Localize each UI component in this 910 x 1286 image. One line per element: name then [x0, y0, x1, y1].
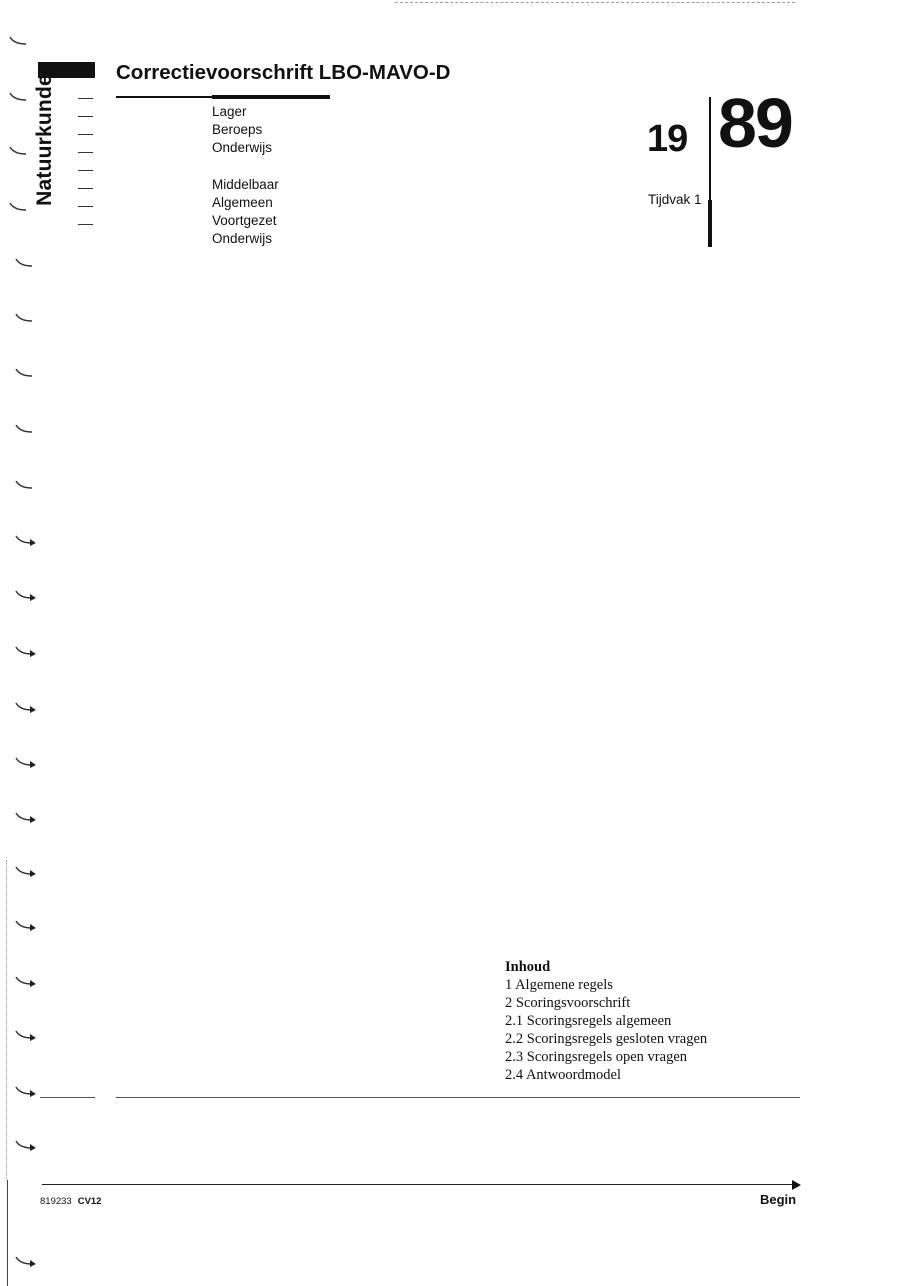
contents-item-label: Scoringsregels gesloten vragen	[526, 1031, 708, 1047]
contents-item	[505, 1030, 707, 1048]
page-title: Correctievoorschrift LBO-MAVO-D	[116, 61, 451, 84]
school-type-word: Middelbaar	[212, 176, 279, 192]
spine-line	[7, 1180, 8, 1286]
subject-tick	[78, 134, 93, 135]
school-type-word: Algemeen	[212, 194, 273, 210]
arrow-right-icon	[792, 1180, 801, 1190]
binding-mark-icon	[8, 202, 30, 212]
contents-item-number: 2	[505, 995, 513, 1011]
binding-mark-icon	[14, 1030, 36, 1040]
binding-mark-icon	[14, 757, 36, 767]
year-divider-accent	[708, 200, 712, 247]
year-century: 19	[647, 118, 688, 160]
binding-mark-icon	[14, 1140, 36, 1150]
school-type-word: Onderwijs	[212, 231, 273, 247]
binding-mark-icon	[14, 646, 36, 656]
contents-heading: Inhoud	[505, 959, 551, 975]
binding-mark-icon	[14, 812, 36, 822]
contents-item-label: Algemene regels	[515, 977, 613, 993]
binding-mark-icon	[14, 424, 36, 434]
binding-mark-icon	[8, 146, 30, 156]
binding-mark-icon	[14, 920, 36, 930]
contents-item	[505, 1066, 707, 1084]
school-type-word: Beroeps	[212, 122, 263, 138]
year-digits: 89	[718, 84, 792, 162]
subject-label: Natuurkunde	[33, 74, 56, 206]
spine-dotted-line	[6, 860, 7, 1180]
document-series: CV12	[77, 1196, 102, 1207]
subject-tick	[78, 188, 93, 189]
binding-mark-icon	[14, 313, 36, 323]
exam-period: Tijdvak 1	[648, 192, 702, 207]
top-dashed-rule	[395, 2, 795, 3]
contents-item-number: 2.4	[505, 1067, 524, 1083]
section-rule	[116, 1097, 800, 1098]
binding-mark-icon	[14, 258, 36, 268]
section-rule-left	[40, 1097, 95, 1098]
footer-rule	[42, 1184, 794, 1185]
document-code	[40, 1196, 101, 1207]
binding-mark-icon	[8, 36, 30, 46]
binding-mark-icon	[14, 702, 36, 712]
subject-label-wrapper	[30, 40, 60, 240]
binding-mark-icon	[14, 1086, 36, 1096]
binding-mark-icon	[14, 535, 36, 545]
school-type-word: Lager	[212, 104, 247, 119]
contents-item-label: Scoringsregels open vragen	[526, 1049, 688, 1065]
contents-item-label: Scoringsregels algemeen	[526, 1013, 672, 1029]
binding-mark-icon	[14, 480, 36, 490]
subject-tick	[78, 98, 93, 99]
contents-item-label: Antwoordmodel	[525, 1067, 621, 1083]
contents-item	[505, 1048, 707, 1066]
subject-tick	[78, 170, 93, 171]
contents-item	[505, 976, 707, 994]
contents-item	[505, 1012, 707, 1030]
school-type-word: Voortgezet	[212, 213, 277, 229]
school-type-word: Onderwijs	[212, 140, 273, 156]
title-rule-accent	[212, 95, 330, 99]
subject-tick	[78, 224, 93, 225]
subject-tick	[78, 116, 93, 117]
binding-mark-icon	[14, 590, 36, 600]
contents-item-number: 2.3	[505, 1049, 524, 1065]
subject-tick	[78, 152, 93, 153]
contents-item	[505, 994, 707, 1012]
binding-mark-icon	[14, 866, 36, 876]
school-type-list	[212, 103, 279, 248]
binding-mark-icon	[14, 1256, 36, 1266]
contents-item-number: 1	[505, 977, 513, 993]
contents-item-label: Scoringsvoorschrift	[515, 995, 631, 1011]
table-of-contents	[505, 958, 707, 1084]
binding-mark-icon	[14, 368, 36, 378]
document-number: 819233	[40, 1196, 72, 1207]
school-type-gap	[212, 158, 279, 176]
binding-mark-icon	[14, 976, 36, 986]
begin-label: Begin	[760, 1192, 797, 1207]
contents-item-number: 2.2	[505, 1031, 524, 1047]
subject-tick	[78, 206, 93, 207]
contents-item-number: 2.1	[505, 1013, 524, 1029]
binding-mark-icon	[8, 92, 30, 102]
